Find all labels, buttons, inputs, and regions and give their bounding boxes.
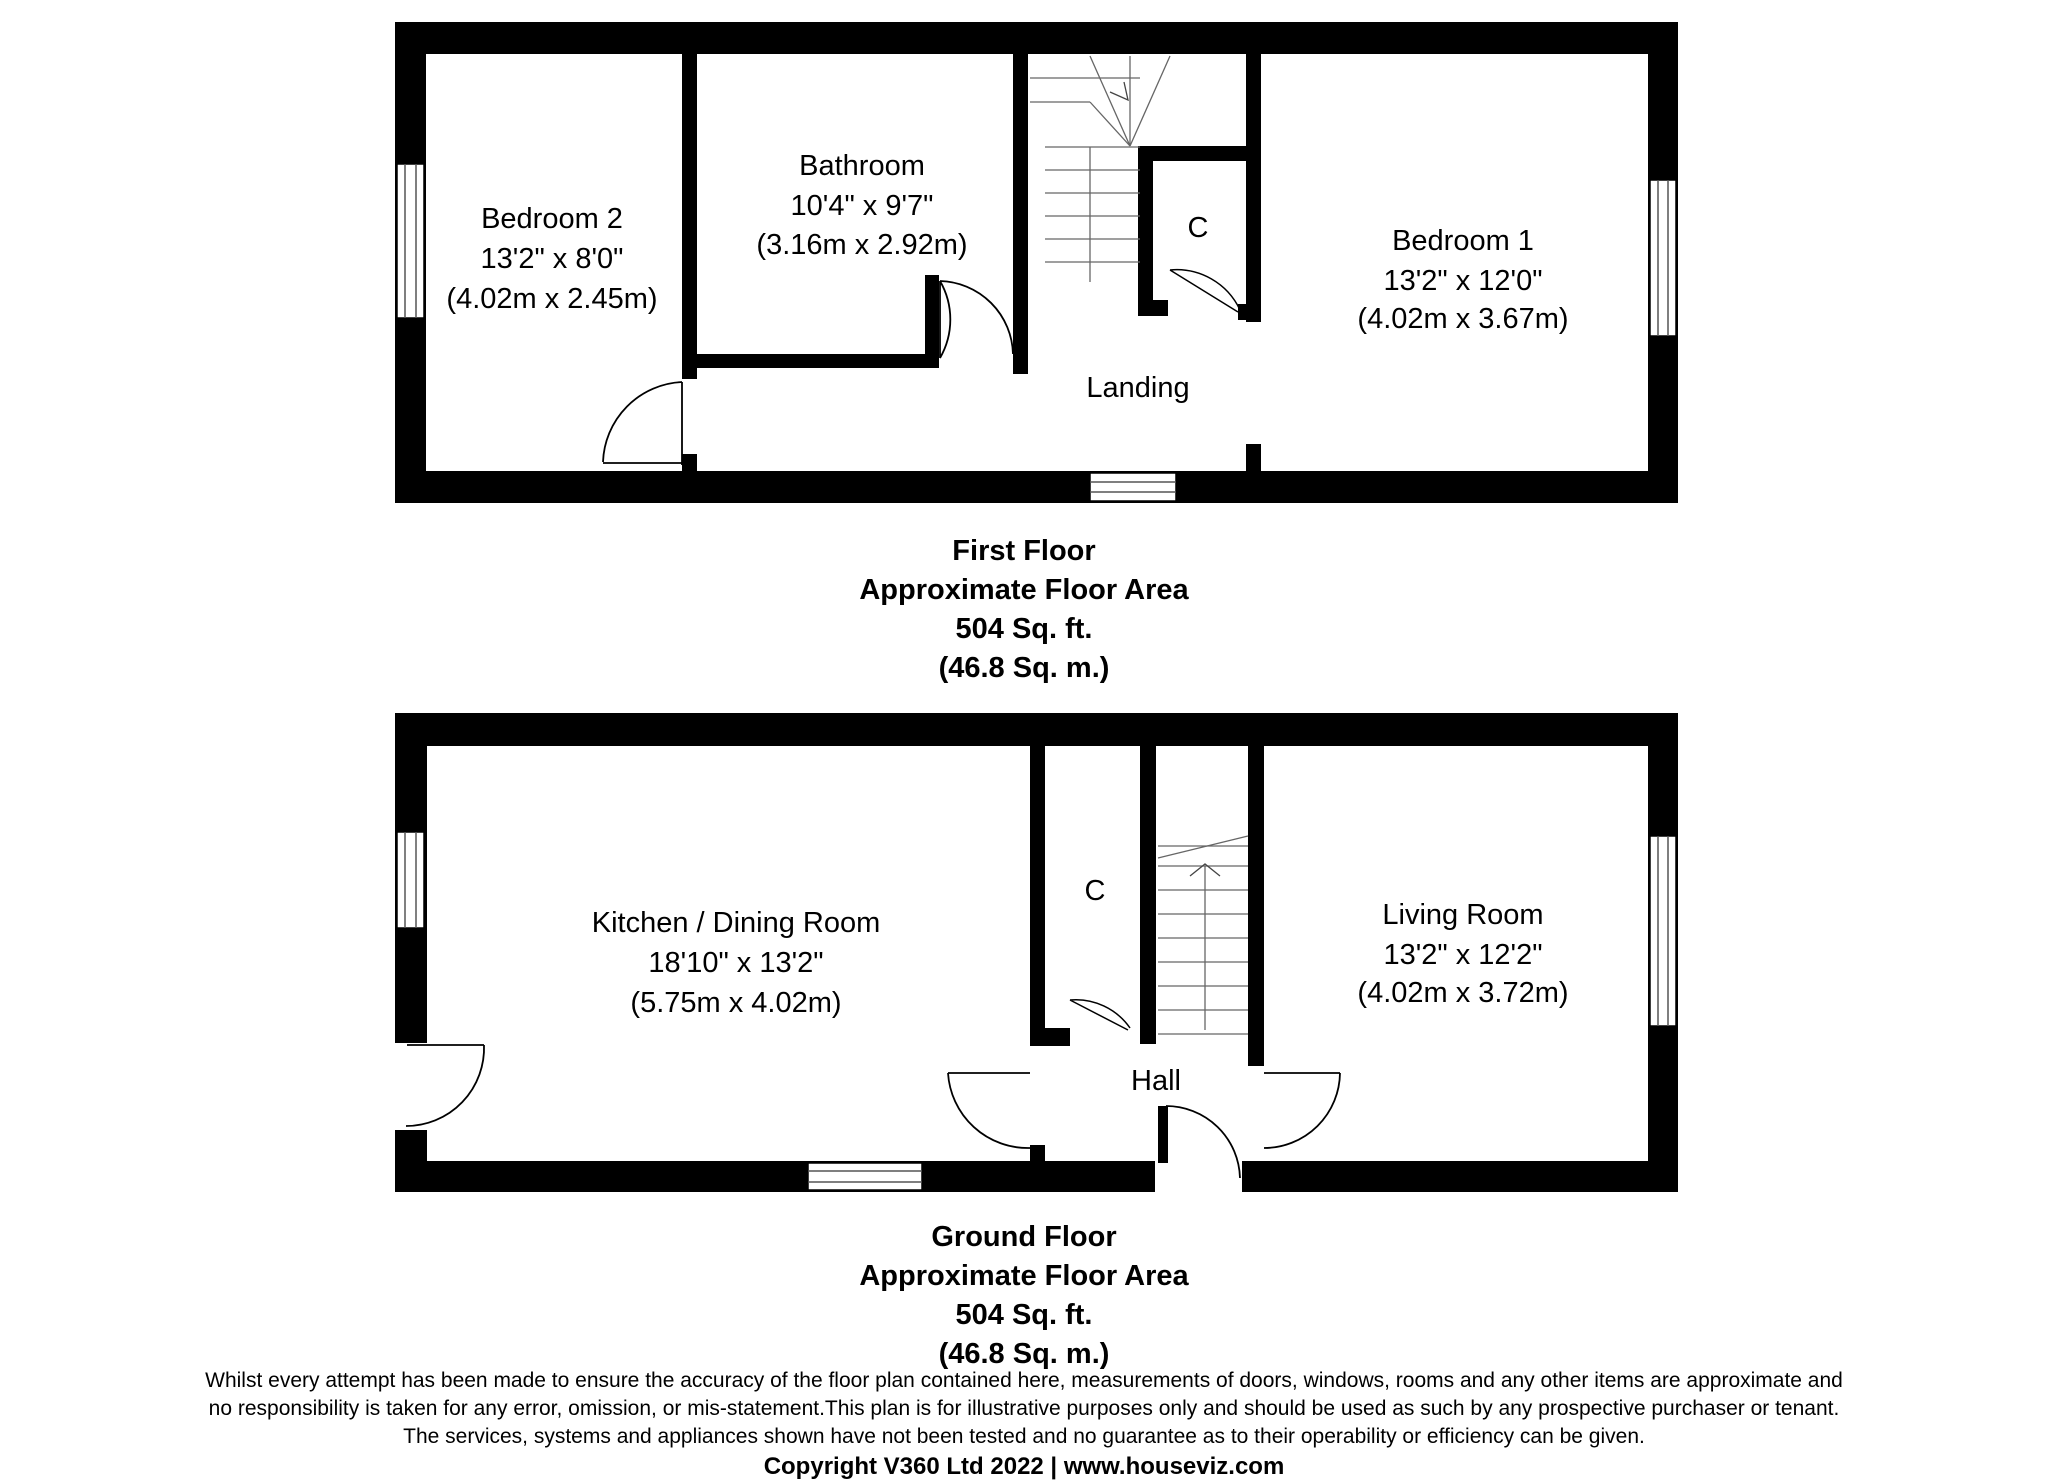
first-floor-labels bbox=[446, 150, 1568, 404]
ground-floor-area-sqft: 504 Sq. ft. bbox=[955, 1299, 1093, 1331]
window-bedroom1 bbox=[1650, 180, 1676, 336]
ground-floor-area-sqm: (46.8 Sq. m.) bbox=[938, 1338, 1110, 1370]
first-floor-area-sqm: (46.8 Sq. m.) bbox=[938, 652, 1110, 684]
disclaimer bbox=[0, 1367, 2048, 1482]
bedroom2-metric: (4.02m x 2.45m) bbox=[446, 283, 658, 315]
window-kitchen-south bbox=[808, 1163, 922, 1190]
living-room-metric: (4.02m x 3.72m) bbox=[1357, 977, 1569, 1009]
living-room-name: Living Room bbox=[1382, 899, 1544, 931]
disclaimer-line-3: The services, systems and appliances shown have not been tested and no guarantee as to their operability or efficiency can be given. bbox=[403, 1425, 1645, 1448]
bedroom1-imperial: 13'2" x 12'0" bbox=[1383, 265, 1543, 297]
window-kitchen-west bbox=[397, 832, 424, 928]
ground-floor-staircase bbox=[1158, 836, 1248, 1034]
first-floor-cupboard-name: C bbox=[1187, 212, 1209, 244]
first-floor-interior-walls bbox=[682, 54, 1261, 474]
kitchen-name: Kitchen / Dining Room bbox=[591, 907, 881, 939]
first-floor-plan bbox=[395, 22, 1678, 503]
ground-floor-summary bbox=[0, 1218, 2048, 1374]
living-room-imperial: 13'2" x 12'2" bbox=[1383, 939, 1543, 971]
window-bedroom2 bbox=[397, 164, 424, 318]
bathroom-imperial: 10'4" x 9'7" bbox=[790, 190, 934, 222]
ground-floor-area-label: Approximate Floor Area bbox=[859, 1260, 1189, 1292]
kitchen-imperial: 18'10" x 13'2" bbox=[648, 947, 824, 979]
kitchen-metric: (5.75m x 4.02m) bbox=[630, 987, 842, 1019]
bedroom1-metric: (4.02m x 3.67m) bbox=[1357, 303, 1569, 335]
ground-floor-labels bbox=[592, 875, 1569, 1097]
bedroom2-name: Bedroom 2 bbox=[481, 203, 623, 235]
bathroom-metric: (3.16m x 2.92m) bbox=[756, 229, 968, 261]
hall-name: Hall bbox=[1131, 1065, 1181, 1097]
window-landing bbox=[1090, 473, 1176, 501]
first-floor-area-label: Approximate Floor Area bbox=[859, 574, 1189, 606]
ground-floor-interior-walls bbox=[1030, 746, 1264, 1165]
bathroom-name: Bathroom bbox=[799, 150, 925, 182]
ground-floor-plan bbox=[395, 713, 1678, 1192]
copyright-notice: Copyright V360 Ltd 2022 | www.houseviz.com bbox=[763, 1453, 1285, 1480]
bedroom1-name: Bedroom 1 bbox=[1392, 225, 1534, 257]
ground-floor-title: Ground Floor bbox=[931, 1221, 1117, 1253]
landing-name: Landing bbox=[1086, 372, 1190, 404]
window-living-east bbox=[1650, 836, 1676, 1026]
first-floor-summary bbox=[0, 532, 2048, 688]
disclaimer-line-2: no responsibility is taken for any error, omission, or mis-statement.This plan is for illustrative purposes only and should be used as such by any prospective purchaser or tenant. bbox=[208, 1397, 1840, 1420]
disclaimer-line-1: Whilst every attempt has been made to ensure the accuracy of the floor plan contained here, measurements of doors, windows, rooms and any other items are approximate and bbox=[205, 1369, 1843, 1392]
first-floor-area-sqft: 504 Sq. ft. bbox=[955, 613, 1093, 645]
bedroom2-imperial: 13'2" x 8'0" bbox=[480, 243, 624, 275]
first-floor-title: First Floor bbox=[952, 535, 1096, 567]
ground-floor-cupboard-name: C bbox=[1084, 875, 1106, 907]
ground-floor-doors bbox=[406, 1000, 1340, 1178]
